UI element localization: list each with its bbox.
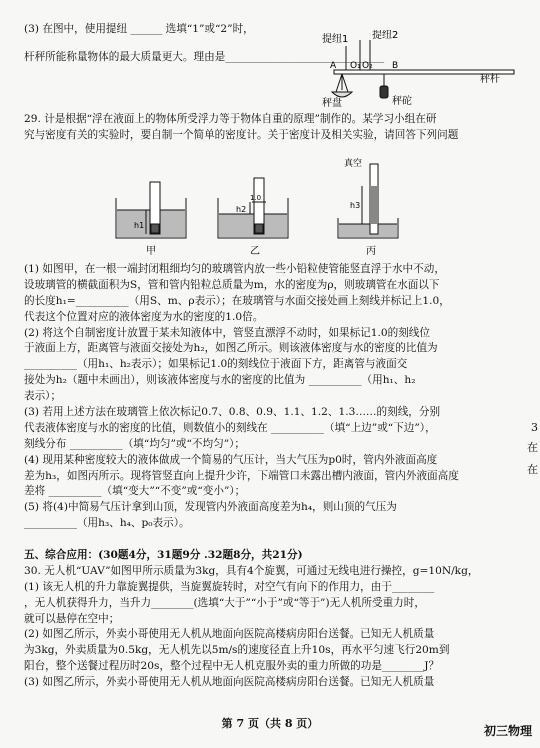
- q29-p3-l1: (3) 若用上述方法在玻璃管上依次标记0.7、0.8、0.9、1.1、1.2、1.3……的刻线，分别: [24, 406, 441, 419]
- footer-subject: 初三物理: [483, 724, 532, 738]
- q29-intro-line1: 29. 计是根据“浮在液面上的物体所受浮力等于物体自重的原理”制作的。某学习小组在研: [24, 113, 437, 125]
- q29-p4-l1: (4) 现用某种密度较大的液体做成一个简易的气压计，当大气压为p0时，管内外液面高度: [24, 453, 438, 466]
- q30-l4: 就可以悬停在空中；: [24, 612, 120, 625]
- fig-h2: h2: [236, 205, 247, 214]
- q29-p1-l3: 的长度h₁=__________（用S、m、ρ表示）；在玻璃管与水面交接处画上刻线并标记上1.0，: [24, 294, 450, 307]
- q29-intro-line2: 究与密度有关的实验时，要自制一个简单的密度计。关于密度计及相关实验，请回答下列问题: [24, 128, 459, 141]
- q29-parts: [24, 262, 510, 532]
- section5-title: 五、综合应用：(30题4分，31题9分 .32题8分，共21分): [24, 549, 303, 561]
- q30-l7: 阳台，整个送餐过程历时20s，整个过程中无人机克服外卖的重力所做的功是________J？: [24, 660, 440, 673]
- q30-l1: 30. 无人机“UAV”如图甲所示质量为3kg，具有4个旋翼，可通过无线电进行操控，g=10N/kg，: [24, 564, 479, 577]
- fig-yi: 乙: [250, 246, 260, 257]
- fig-O1: O₁: [350, 61, 361, 71]
- q29-p5-l1: (5) 将(4)中简易气压计拿到山顶，发现管内外液面高度差为h₄，则山顶的气压为: [24, 501, 397, 514]
- q30-l3: ，无人机获得升力，当升力________(选填“大于”“小于”或“等于”)无人机所受重力时，: [24, 596, 425, 609]
- fig-jia: 甲: [146, 246, 156, 257]
- fig-chengtuo: 秤砣: [392, 96, 412, 107]
- margin-char-3: 在: [527, 463, 538, 476]
- footer-page: 第 7 页（共 8 页）: [221, 717, 319, 730]
- fig-h1: h1: [134, 221, 145, 230]
- q29-p2-l4: 接处为h₂（题中未画出），则该液体密度与水的密度的比值为 __________（用h₁、h₂: [24, 374, 416, 387]
- q29-p2-l1: (2) 将这个自制密度计放置于某未知液体中，管竖直漂浮不动时，如果标记1.0的刻线位: [24, 326, 430, 339]
- q29-p1-l4: 代表这个位置对应的液体密度为水的密度的1.0倍。: [24, 310, 264, 323]
- q29-p1-l2: 设玻璃管的横截面积为S，管和管内铅粒总质量为m，水的密度为ρ，则玻璃管在水面以下: [24, 278, 440, 291]
- section5: [24, 548, 510, 691]
- q29-p3-l2: 代表液体密度与水的密度的比值，则数值小的刻线在 __________（填“上边”或“下边”），: [24, 421, 436, 434]
- q29-p5-l2: __________（用h₃、h₄、p₀表示）。: [24, 517, 190, 530]
- fig-A: A: [330, 61, 337, 71]
- fig-mark: 1.0: [250, 194, 262, 202]
- q28-line2: 杆秤所能称量物体的最大质量更大。理由是______________________________: [24, 50, 385, 63]
- margin-char-1: 3: [531, 421, 538, 434]
- q29-p4-l2: 差为h₃，如图丙所示。现将管竖直向上提升少许，下端管口未露出槽内液面，管内外液面高度: [24, 469, 459, 482]
- q29-p2-l2: 于液面上方，距离管与液面交接处为h₂，如图乙所示。则该液体密度与水的密度的比值为: [24, 342, 438, 355]
- margin-char-2: 在: [527, 441, 538, 454]
- q29-intro: [24, 112, 510, 144]
- q29-p2-l3: __________（用h₁、h₂表示）；如果标记1.0的刻线位于液面下方，距离管与液面交: [24, 358, 408, 371]
- steelyard-figure: [322, 30, 518, 112]
- fig-O2: O₂: [362, 61, 373, 71]
- fig-zhenkong: 真空: [344, 159, 363, 169]
- q29-p2-l5: 表示）；: [24, 390, 62, 403]
- fig-B: B: [392, 61, 399, 71]
- fig-tiniu2: 提纽2: [372, 30, 399, 41]
- q29-p1-l1: (1) 如图甲，在一根一端封闭粗细均匀的玻璃管内放一些小铅粒使管能竖直浮于水中不动，: [24, 263, 445, 275]
- q28-line1: (3) 在图中，使用提纽 ______ 选填“1”或“2”时，: [24, 23, 254, 35]
- q30-l5: (2) 如图乙所示，外卖小哥使用无人机从地面向医院高楼病房阳台送餐。已知无人机质量: [24, 628, 435, 641]
- density-meter-figure: [108, 158, 408, 258]
- q30-l8: (3) 如图乙所示，外卖小哥使用无人机从地面向医院高楼病房阳台送餐。已知无人机质量: [24, 676, 435, 689]
- fig-bing: 丙: [366, 246, 376, 257]
- fig-chenggan: 秤杆: [480, 74, 500, 85]
- fig-chengpan: 秤盘: [322, 98, 342, 109]
- fig-tiniu1: 提纽1: [322, 34, 349, 45]
- fig-h3: h3: [350, 201, 361, 210]
- q30-l6: 为3kg，外卖质量为0.5kg，无人机先以5m/s的速度径直上升10s，再水平匀速飞行20m到: [24, 644, 450, 657]
- q29-p3-l3: 刻线分布 __________（填“均匀”或“不均匀”）；: [24, 437, 246, 450]
- q30-l2: (1) 该无人机的升力靠旋翼提供，当旋翼旋转时，对空气有向下的作用力，由于________: [24, 580, 435, 593]
- q29-p4-l3: 差将 __________（填“变大”“不变”或“变小”）；: [24, 485, 246, 498]
